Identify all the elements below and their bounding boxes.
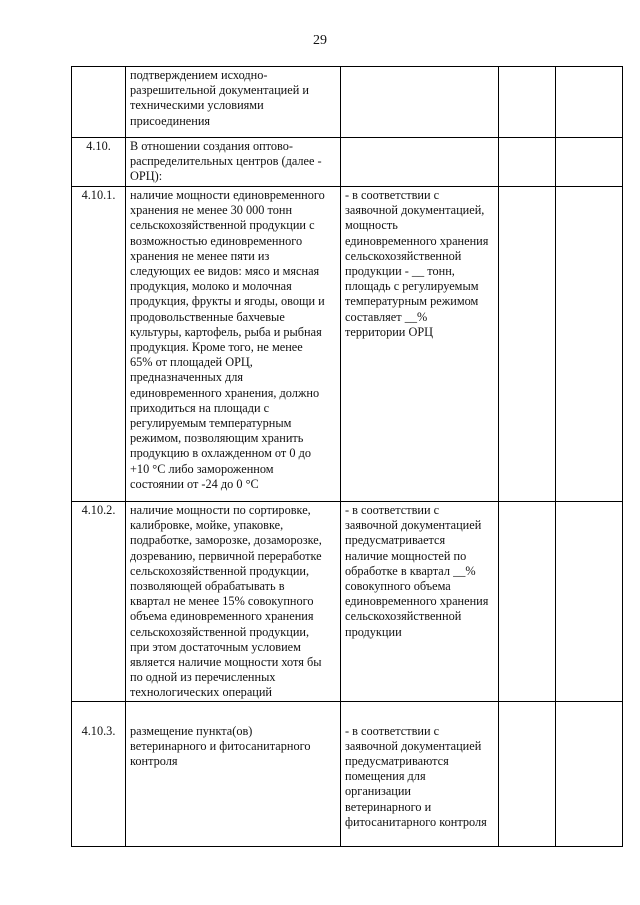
page-number: 29 — [313, 33, 327, 48]
empty-cell — [499, 67, 556, 138]
requirement-text: наличие мощности по сортировке, калибровке, мойке, упаковке, подработке, заморозке, дозаморозке, дозреванию, первичной переработке сельскохозяйственной продукции, позволяющей обрабатывать в квартал не менее 15% совокупного объема единовременного хранения сельскохозяйственной продукции, при этом достаточным условием является наличие мощности хотя бы по одной из перечисленных технологических операций — [130, 503, 322, 700]
row-requirement — [126, 701, 341, 846]
requirement-text: размещение пункта(ов) ветеринарного и фитосанитарного контроля — [130, 723, 311, 769]
empty-cell — [556, 701, 623, 846]
empty-cell — [499, 187, 556, 502]
empty-cell — [556, 138, 623, 187]
empty-cell — [556, 67, 623, 138]
requirement-text: наличие мощности единовременного хранения не менее 30 000 тонн сельскохозяйственной продукции с возможностью единовременного хранения не менее пяти из следующих ее видов: мясо и мясная продукция, молоко и молочная продукция, фрукты и ягоды, овощи и продовольственные бахчевые культуры, картофель, рыба и рыбная продукция. Кроме того, не менее 65% от площадей ОРЦ, предназначенных для единовременного хранения, должно приходиться на площади с регулируемым температурным режимом, позволяющим хранить продукцию в охлажденном от 0 до +10 °С либо замороженном состоянии от -24 до 0 °С — [130, 188, 325, 491]
row-requirement — [126, 502, 341, 702]
condition-text: - в соответствии с заявочной документацией предусматривается наличие мощностей по обработке в квартал __% совокупного объема единовременного хранения сельскохозяйственной продукции — [345, 503, 489, 639]
requirement-text: В отношении создания оптово- распределительных центров (далее - ОРЦ): — [130, 139, 322, 184]
table-row — [72, 502, 623, 702]
row-requirement — [126, 138, 341, 187]
requirement-text: подтверждением исходно- разрешительной документацией и техническими условиями присоединения — [130, 68, 309, 128]
empty-cell — [499, 502, 556, 702]
row-requirement — [126, 187, 341, 502]
row-number: 4.10. — [72, 138, 126, 187]
row-condition — [341, 138, 499, 187]
condition-text: - в соответствии с заявочной документацией, мощность единовременного хранения сельскохозяйственной продукции - __ тонн, площадь с регулируемым температурным режимом составляет __% территории ОРЦ — [345, 188, 489, 339]
row-condition — [341, 502, 499, 702]
table-row — [72, 701, 623, 846]
condition-text: - в соответствии с заявочной документацией предусматриваются помещения для организации ветеринарного и фитосанитарного контроля — [345, 723, 487, 829]
row-number: 4.10.2. — [72, 502, 126, 702]
empty-cell — [499, 701, 556, 846]
requirements-table — [71, 66, 623, 847]
row-condition — [341, 701, 499, 846]
row-number — [72, 67, 126, 138]
row-number: 4.10.1. — [72, 187, 126, 502]
row-condition — [341, 67, 499, 138]
table-row — [72, 67, 623, 138]
table-row — [72, 138, 623, 187]
row-number: 4.10.3. — [72, 701, 126, 846]
table-row — [72, 187, 623, 502]
row-requirement — [126, 67, 341, 138]
empty-cell — [556, 187, 623, 502]
empty-cell — [556, 502, 623, 702]
row-condition — [341, 187, 499, 502]
empty-cell — [499, 138, 556, 187]
